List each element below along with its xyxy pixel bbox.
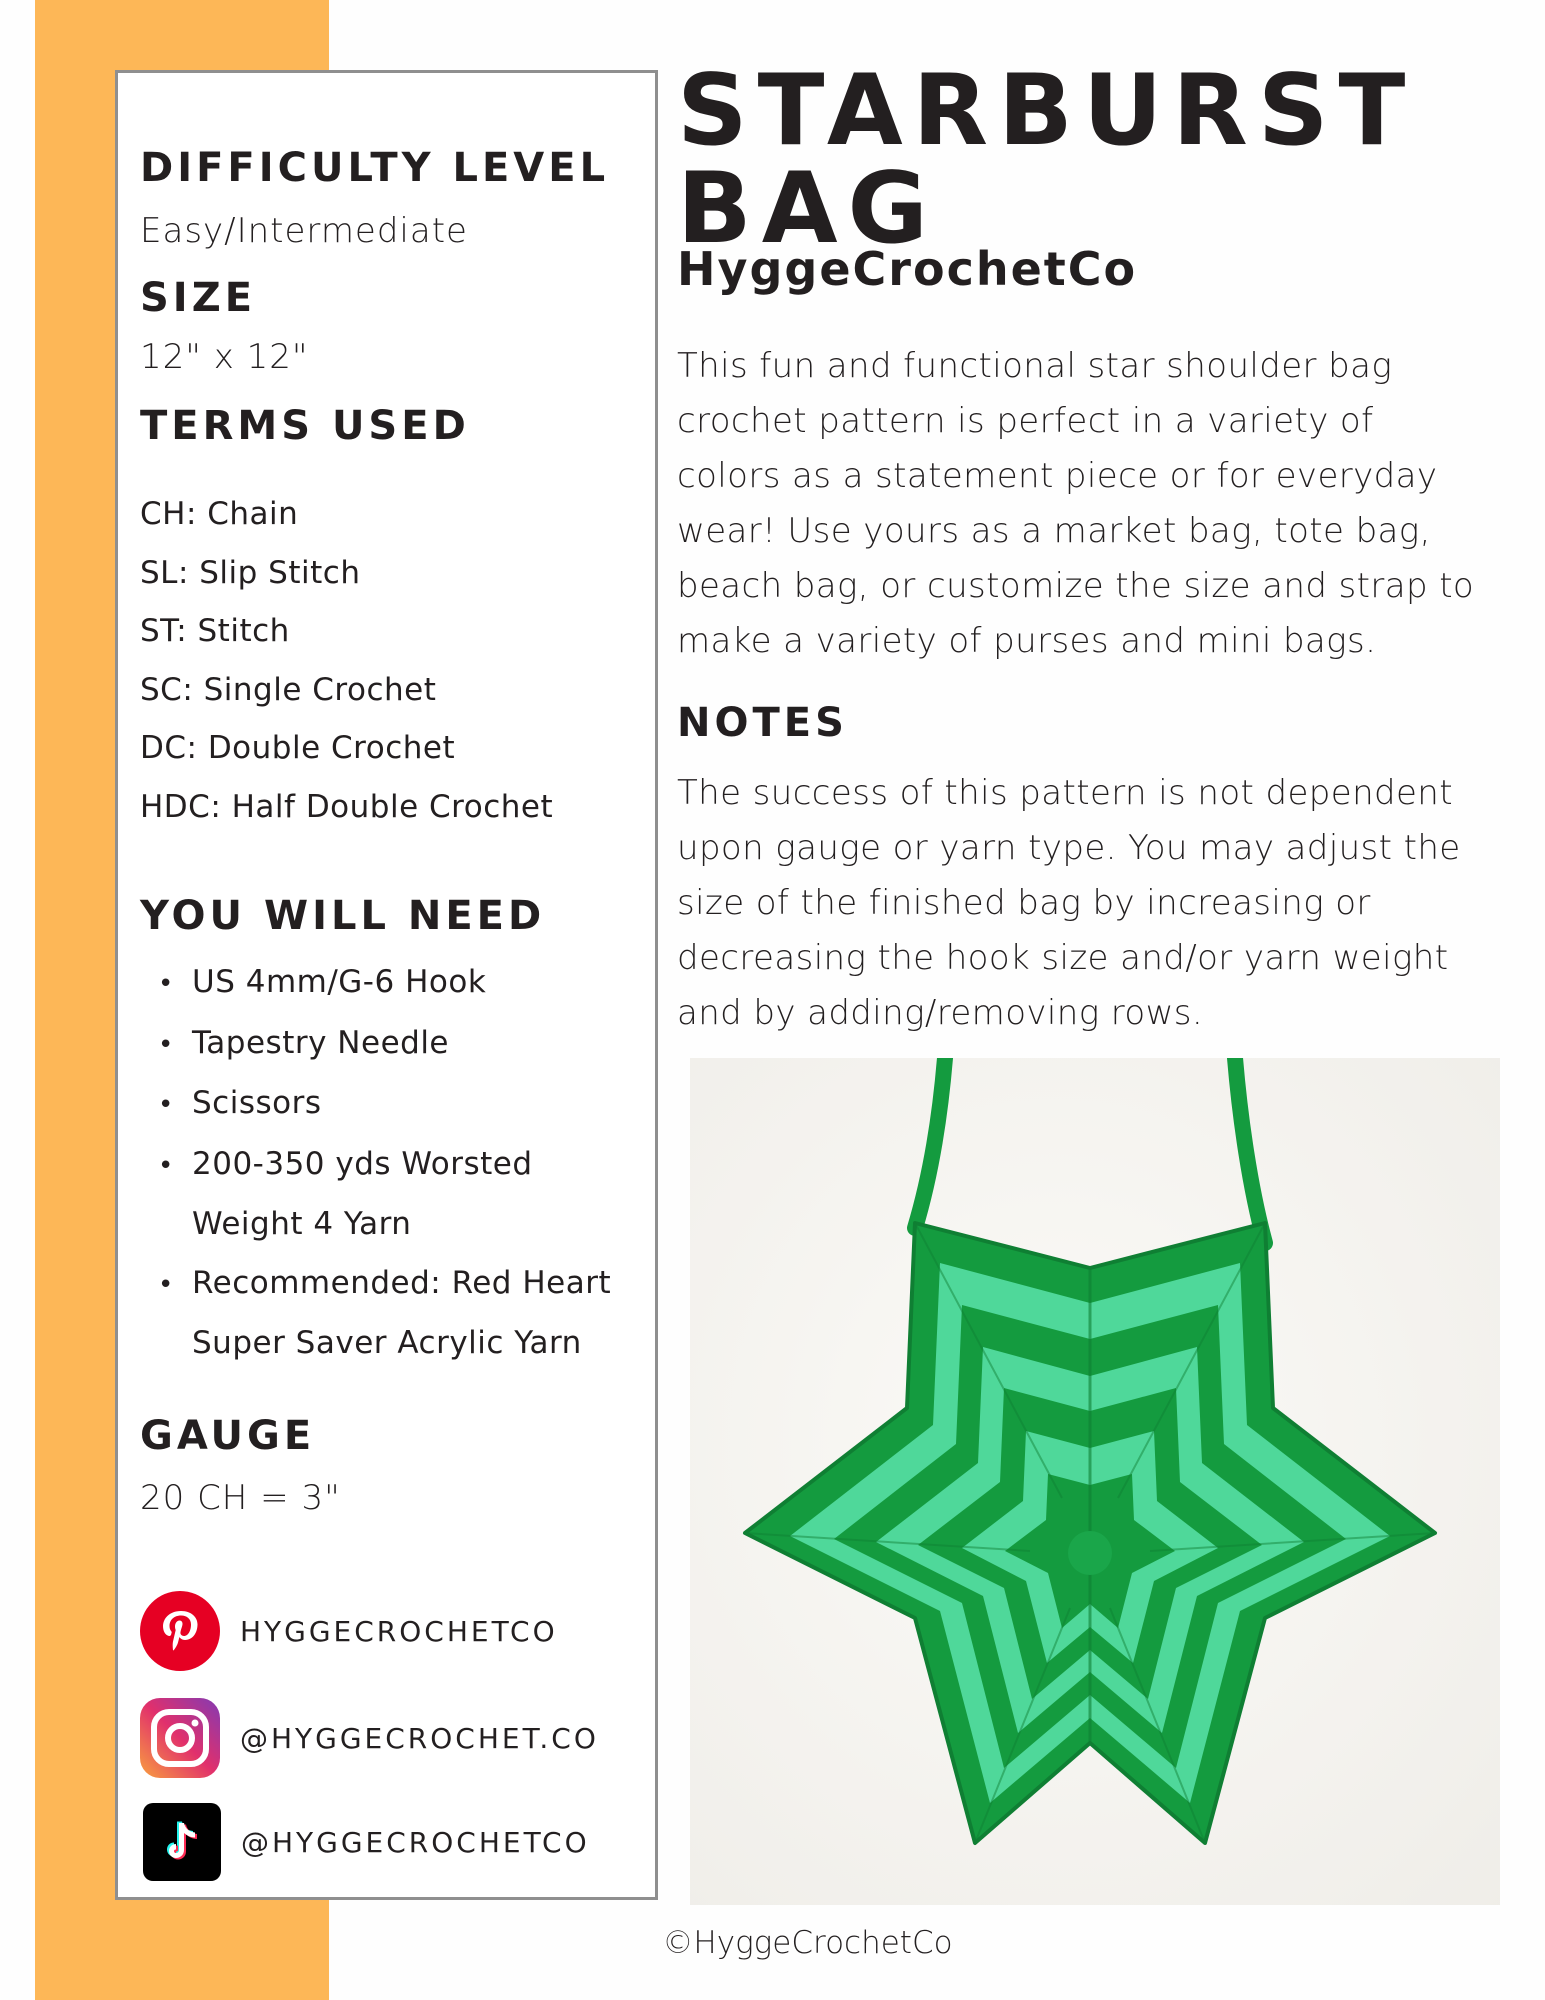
title-line-2: BAG — [677, 152, 938, 266]
list-item: SC: Single Crochet — [140, 671, 437, 708]
list-item: DC: Double Crochet — [140, 730, 456, 766]
list-item: CH: Chain — [140, 496, 299, 532]
size-value: 12" x 12" — [140, 337, 309, 377]
bullet-icon: • — [158, 1090, 174, 1120]
pattern-description: This fun and functional star shoulder bag crochet pattern is perfect in a variety of colors as a statement piece or for everyday wear! Use yours as a market bag, tote bag, beach bag, or customize the size and strap to make a variety of purses and mini bags. — [677, 346, 1475, 661]
starburst-bag-illustration — [690, 1058, 1500, 1905]
terms-heading: TERMS USED — [140, 403, 470, 449]
list-item: HDC: Half Double Crochet — [140, 788, 554, 825]
social-pinterest[interactable] — [140, 1591, 558, 1671]
notes-heading: NOTES — [677, 700, 848, 746]
page-title — [677, 54, 1416, 266]
notes-text: The success of this pattern is not dependent upon gauge or yarn type. You may adjust the size of the finished bag by increasing or decreasing the hook size and/or yarn weight and by adding/removing rows. — [677, 773, 1461, 1033]
bullet-icon: • — [158, 1029, 174, 1060]
brand-subtitle: HyggeCrochetCo — [677, 242, 1138, 296]
instagram-handle: @HYGGECROCHET.CO — [240, 1721, 599, 1755]
copyright-text: ©HyggeCrochetCo — [662, 1925, 953, 1961]
difficulty-value: Easy/Intermediate — [140, 211, 468, 251]
social-instagram[interactable] — [140, 1698, 599, 1778]
terms-list — [140, 485, 553, 836]
copyright-footer — [0, 1925, 1545, 1961]
bullet-icon: • — [158, 1150, 174, 1181]
list-item: • Recommended: Red Heart — [140, 1254, 611, 1315]
bullet-icon: • — [158, 969, 174, 999]
title-line-1: STARBURST — [677, 54, 1416, 168]
list-item: • Tapestry Needle — [140, 1014, 611, 1075]
list-item: SL: Slip Stitch — [140, 554, 361, 591]
size-heading: SIZE — [140, 275, 257, 321]
bullet-icon: • — [158, 1269, 174, 1300]
pinterest-handle: HYGGECROCHETCO — [240, 1614, 558, 1648]
list-item-continuation: Super Saver Acrylic Yarn — [192, 1325, 582, 1361]
bag-photo — [690, 1058, 1500, 1905]
list-item: • 200-350 yds Worsted — [140, 1135, 611, 1196]
instagram-icon — [140, 1698, 220, 1778]
pattern-info-panel — [115, 70, 658, 1900]
list-item-continuation: Weight 4 Yarn — [192, 1206, 412, 1242]
supplies-heading: YOU WILL NEED — [140, 893, 546, 939]
list-item: • US 4mm/G-6 Hook — [140, 953, 611, 1014]
tiktok-handle: @HYGGECROCHETCO — [241, 1825, 590, 1859]
tiktok-icon — [143, 1803, 221, 1881]
gauge-heading: GAUGE — [140, 1413, 316, 1459]
pinterest-icon — [140, 1591, 220, 1671]
difficulty-heading: DIFFICULTY LEVEL — [140, 145, 610, 191]
supplies-list — [140, 953, 611, 1373]
list-item: ST: Stitch — [140, 613, 290, 649]
social-tiktok[interactable] — [140, 1803, 590, 1881]
list-item: • Scissors — [140, 1074, 611, 1135]
gauge-value: 20 CH = 3" — [140, 1478, 341, 1518]
